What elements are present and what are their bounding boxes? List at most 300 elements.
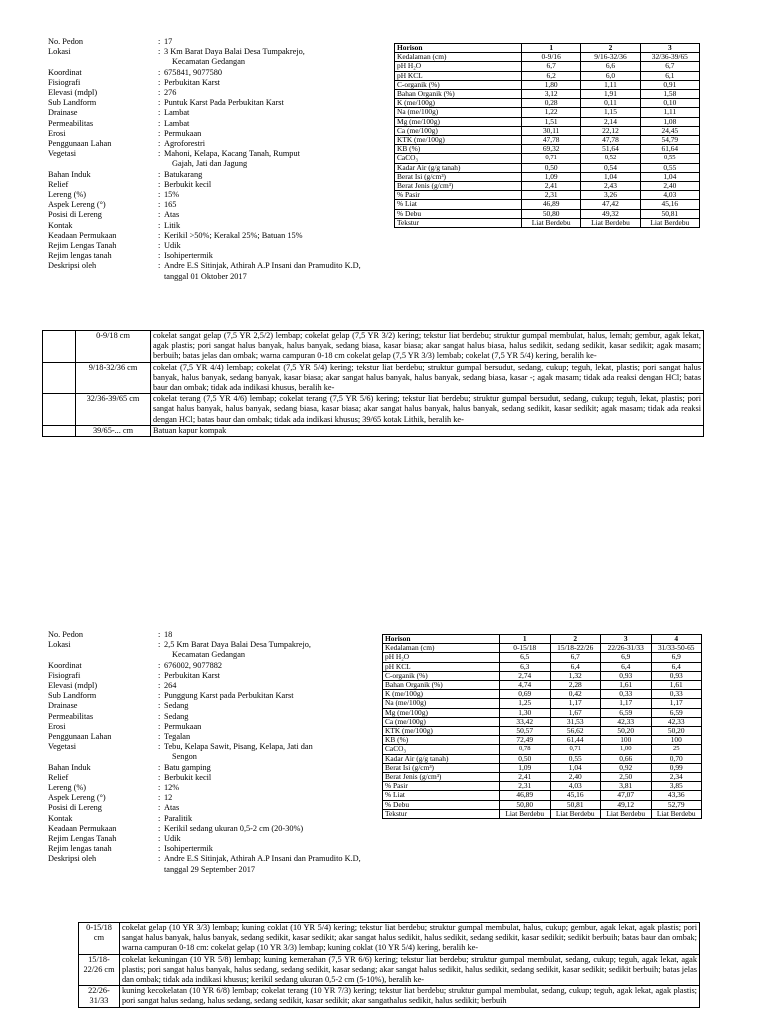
pedon-17-horizon-description (42, 330, 704, 437)
site-field-label: Kontak (48, 813, 73, 823)
horizon-number: 3 (640, 44, 699, 53)
site-field-text: 2,5 Km Barat Daya Balai Desa Tumpakrejo, (164, 640, 312, 650)
lab-value: 6,9 (601, 653, 652, 662)
lab-value: 52,79 (651, 800, 702, 809)
horizon-text: Batuan kapur kompak (151, 425, 704, 436)
lab-value: 2,41 (522, 182, 581, 191)
lab-property: Na (me/100g) (395, 108, 522, 117)
lab-value: 6,2 (522, 71, 581, 80)
site-field-label: Aspek Lereng (°) (48, 793, 106, 803)
colon: : (158, 200, 161, 210)
lab-row (383, 782, 702, 791)
lab-row (383, 699, 702, 708)
colon: : (158, 230, 161, 240)
lab-value: 50,57 (500, 727, 551, 736)
lab-row (383, 754, 702, 763)
lab-property: Berat Isi (g/cm³) (383, 763, 500, 772)
lab-row (383, 653, 702, 662)
site-field-text: 12% (164, 783, 180, 793)
site-field-text: Isohipertermik (164, 844, 213, 854)
lab-value: 1,61 (651, 681, 702, 690)
lab-value: 3,12 (522, 90, 581, 99)
lab-row (383, 800, 702, 809)
pedon-17-site-info (48, 37, 364, 282)
site-field-label: Permeabilitas (48, 118, 94, 128)
site-row (48, 732, 364, 742)
site-row (48, 170, 364, 180)
colon: : (158, 813, 161, 823)
horizon-spacer (43, 425, 76, 436)
site-row (48, 261, 364, 281)
site-field-label: No. Pedon (48, 630, 84, 639)
site-field-value (164, 763, 364, 773)
lab-property: pH KCL (395, 71, 522, 80)
lab-value: 3,85 (651, 782, 702, 791)
colon: : (158, 772, 161, 782)
site-row (48, 149, 364, 169)
lab-value: 6,4 (550, 662, 601, 671)
lab-value: 46,89 (500, 791, 551, 800)
lab-value: 6,9 (651, 653, 702, 662)
lab-row (383, 773, 702, 782)
site-field-label: No. Pedon (48, 37, 84, 46)
lab-value: 0,99 (651, 763, 702, 772)
lab-value: 2,28 (550, 681, 601, 690)
site-field-label: Lokasi (48, 640, 71, 650)
lab-value: 31/33-50-65 (651, 644, 702, 653)
horizon-number: 3 (601, 635, 652, 644)
site-field-label: Rejim Lengas Tanah (48, 834, 117, 844)
colon: : (158, 210, 161, 220)
lab-value: 47,78 (581, 136, 640, 145)
lab-value: 50,80 (522, 209, 581, 218)
colon: : (158, 179, 161, 189)
lab-row (383, 662, 702, 671)
lab-value: 0,93 (601, 671, 652, 680)
horizon-text: cokelat sangat gelap (7,5 YR 2,5/2) lembap; cokelat gelap (7,5 YR 3/2) kering; tekstur liat berdebu; struktur gumpal membulat, halus, lemah; gembur, agak lekat, agak plastis; pori sangat halus banyak, halus banyak, sedang biasa, kasar biasa; akar sangat halus biasa, halus sedikit, sedang sedikit, kasar sedikit; agak masam; berbuih; batas jelas dan ombak; warna campuran 0-18 cm cokelat gelap (7,5 YR 3/3) lembab; cokelat (7,5 YR 5/4) kering, beralih ke- (151, 331, 704, 363)
lab-value: 2,34 (651, 773, 702, 782)
site-field-label: Lereng (%) (48, 190, 87, 200)
site-row (48, 681, 364, 691)
colon: : (158, 783, 161, 793)
lab-property: Berat Isi (g/cm³) (395, 172, 522, 181)
site-row (48, 129, 364, 139)
lab-value: 0-15/18 (500, 644, 551, 653)
site-field-text: Paralitik (164, 813, 193, 823)
lab-value: 0,54 (581, 163, 640, 172)
site-field-label: Fisiografi (48, 670, 81, 680)
lab-value: 1,15 (581, 108, 640, 117)
site-row (48, 701, 364, 711)
site-row (48, 661, 364, 671)
lab-value: 1,04 (581, 172, 640, 181)
horizon-row (43, 394, 704, 426)
lab-value: 1,11 (640, 108, 699, 117)
horizon-number: 4 (651, 635, 702, 644)
site-field-continuation: Kecamatan Gedangan (172, 650, 246, 660)
site-field-label: Elevasi (mdpl) (48, 681, 98, 691)
colon: : (158, 844, 161, 854)
lab-value: 4,03 (640, 191, 699, 200)
lab-value: 2,31 (522, 191, 581, 200)
site-field-label: Lokasi (48, 47, 71, 57)
lab-value: 1,17 (550, 699, 601, 708)
lab-value: 0,69 (500, 690, 551, 699)
lab-value: 42,33 (601, 717, 652, 726)
lab-value: 1,32 (550, 671, 601, 680)
site-field-value (164, 691, 364, 701)
site-field-label: Relief (48, 179, 69, 189)
lab-property: Ca (me/100g) (383, 717, 500, 726)
site-field-label: Bahan Induk (48, 762, 91, 772)
site-field-value (164, 661, 364, 671)
site-field-value (164, 241, 364, 251)
lab-value: 0,28 (522, 99, 581, 108)
lab-value: 1,58 (640, 90, 699, 99)
site-field-text: Lambat (164, 108, 190, 118)
site-field-text: Puntuk Karst Pada Perbukitan Karst (164, 98, 284, 108)
site-row (48, 108, 364, 118)
site-field-text: 675841, 9077580 (164, 67, 223, 77)
site-field-value (164, 844, 364, 854)
site-row (48, 773, 364, 783)
colon: : (158, 118, 161, 128)
site-row (48, 691, 364, 701)
lab-row (383, 644, 702, 653)
site-row (48, 671, 364, 681)
site-field-text: Punggung Karst pada Perbukitan Karst (164, 691, 294, 701)
site-field-text: Udik (164, 834, 181, 844)
lab-value: 61,64 (640, 145, 699, 154)
site-field-label: Sub Landform (48, 691, 97, 701)
site-field-value (164, 732, 364, 742)
site-row (48, 722, 364, 732)
lab-value: 56,62 (550, 727, 601, 736)
colon: : (158, 854, 161, 864)
lab-value: 1,30 (500, 708, 551, 717)
site-field-text: Litik (164, 220, 181, 230)
lab-row (383, 809, 702, 818)
colon: : (158, 149, 161, 159)
lab-value: 1,17 (601, 699, 652, 708)
colon: : (158, 691, 161, 701)
site-field-label: Relief (48, 772, 69, 782)
site-field-value (164, 712, 364, 722)
horizon-text: cokelat kekuningan (10 YR 5/8) lembap; kuning kemerahan (7,5 YR 6/6) kering; tekstur liat berdebu; struktur gumpal membulat, sedang, cukup; teguh, agak lekat, agak plastis; pori sangat halus banyak, halus sedang, sedang sedikit, kasar sedang; akar sangat halus sedikit, halus sedikit, sedang sedikit, kasar sedikit; sedikit berbuih; batas jelas dan ombak; tidak ada indikasi khusus; kerikil sedang ukuran 0,5-2 cm (5-10%), beralih ke- (120, 954, 700, 986)
site-field-text: Berbukit kecil (164, 772, 212, 782)
colon: : (158, 762, 161, 772)
site-field-label: Vegetasi (48, 742, 77, 752)
lab-value: 6,0 (581, 71, 640, 80)
lab-value: 33,42 (500, 717, 551, 726)
colon: : (158, 128, 161, 138)
site-field-label: Erosi (48, 128, 66, 138)
lab-property: % Liat (395, 200, 522, 209)
site-field-text: Andre E.S Sitinjak, Athirah A.P Insani dan Pramudito K.D, tanggal 29 September 2017 (164, 854, 361, 874)
site-row (48, 814, 364, 824)
site-row (48, 793, 364, 803)
site-field-value (164, 190, 364, 200)
site-field-value (164, 783, 364, 793)
lab-value: 0,71 (550, 745, 601, 754)
lab-value: 0,55 (550, 754, 601, 763)
lab-value: 0,55 (640, 154, 699, 163)
lab-property: KTK (me/100g) (395, 136, 522, 145)
site-row (48, 712, 364, 722)
site-field-label: Aspek Lereng (°) (48, 200, 106, 210)
lab-value: 61,44 (550, 736, 601, 745)
lab-value: 3,26 (581, 191, 640, 200)
lab-property: CaCO₃ (383, 745, 500, 754)
lab-value: 0,50 (500, 754, 551, 763)
lab-value: Liat Berdebu (651, 809, 702, 818)
lab-value: 0,78 (500, 745, 551, 754)
site-row (48, 221, 364, 231)
lab-value: 0,71 (522, 154, 581, 163)
lab-value: 22,12 (581, 126, 640, 135)
site-field-value (164, 68, 364, 78)
lab-value: 0,42 (550, 690, 601, 699)
site-field-label: Permeabilitas (48, 711, 94, 721)
site-row (48, 37, 364, 47)
lab-value: 1,04 (550, 763, 601, 772)
site-field-label: Rejim lengas tanah (48, 844, 112, 854)
site-field-text: 3 Km Barat Daya Balai Desa Tumpakrejo, (164, 47, 305, 57)
lab-value: 0,93 (651, 671, 702, 680)
lab-value: 6,4 (651, 662, 702, 671)
site-field-label: Erosi (48, 721, 66, 731)
site-field-label: Rejim Lengas Tanah (48, 241, 117, 251)
pedon-18-horizon-description (78, 922, 700, 1008)
lab-value: 100 (651, 736, 702, 745)
site-field-text: 676002, 9077882 (164, 660, 223, 670)
lab-row (395, 218, 700, 227)
horizon-row (79, 923, 700, 955)
colon: : (158, 701, 161, 711)
site-row (48, 834, 364, 844)
site-field-text: Perbukitan Karst (164, 670, 220, 680)
lab-property: KB (%) (383, 736, 500, 745)
site-field-label: Lereng (%) (48, 783, 87, 793)
colon: : (158, 742, 161, 752)
lab-value: 1,61 (601, 681, 652, 690)
site-field-text: Agroforestri (164, 139, 206, 149)
site-field-text: Batukarang (164, 169, 203, 179)
horizon-text: cokelat (7,5 YR 4/4) lembap; cokelat (7,5 YR 5/4) kering; tekstur liat berdebu; struktur gumpal bersudut, sedang, cukup; teguh, lekat, plastis; pori sangat halus banyak, halus banyak, sedang banyak, kasar biasa; akar sangat halus banyak, halus banyak, sedang biasa, kasar -; agak masam; tidak ada reaksi dengan HCl; batas baur dan ombak; tidak ada indikasi khusus, beralih ke- (151, 362, 704, 394)
site-row (48, 68, 364, 78)
lab-row (383, 681, 702, 690)
lab-value: Liat Berdebu (550, 809, 601, 818)
lab-value: 1,09 (500, 763, 551, 772)
site-field-value (164, 119, 364, 129)
colon: : (158, 803, 161, 813)
lab-value: 1,08 (640, 117, 699, 126)
site-field-value (164, 671, 364, 681)
lab-value: 1,25 (500, 699, 551, 708)
colon: : (158, 640, 161, 650)
lab-property: Na (me/100g) (383, 699, 500, 708)
lab-property: Berat Jenis (g/cm³) (383, 773, 500, 782)
lab-value: 2,50 (601, 773, 652, 782)
site-field-value (164, 854, 364, 874)
site-field-value (164, 793, 364, 803)
lab-value: 6,6 (581, 62, 640, 71)
lab-value: 0,92 (601, 763, 652, 772)
lab-row (395, 108, 700, 117)
lab-value: 51,64 (581, 145, 640, 154)
site-field-continuation: Sengon (172, 752, 197, 762)
lab-row (395, 200, 700, 209)
lab-row (383, 727, 702, 736)
site-field-text: Atas (164, 803, 180, 813)
site-field-continuation: Kecamatan Gedangan (172, 57, 246, 67)
site-field-label: Penggunaan Lahan (48, 139, 112, 149)
site-field-label: Bahan Induk (48, 169, 91, 179)
site-field-value (164, 640, 364, 660)
colon: : (158, 261, 161, 271)
site-row (48, 251, 364, 261)
horizon-row (79, 986, 700, 1007)
site-row (48, 190, 364, 200)
site-field-text: Permukaan (164, 721, 202, 731)
lab-value: Liat Berdebu (601, 809, 652, 818)
lab-property: Tekstur (395, 218, 522, 227)
lab-property: Kadar Air (g/g tanah) (383, 754, 500, 763)
horizon-depth: 0-15/18 cm (79, 923, 120, 955)
site-row (48, 78, 364, 88)
site-row (48, 844, 364, 854)
horizon-number: 1 (522, 44, 581, 53)
site-row (48, 742, 364, 762)
site-field-value (164, 630, 364, 640)
site-field-text: 12 (164, 793, 173, 803)
lab-value: 45,16 (550, 791, 601, 800)
lab-value: 1,22 (522, 108, 581, 117)
horizon-text: cokelat terang (7,5 YR 4/6) lembap; cokelat terang (7,5 YR 5/6) kering; tekstur liat berdebu; struktur gumpal bersudut, sedang, cukup; teguh, lekat, plastis; pori sangat halus banyak, halus banyak, sedang biasa, kasar biasa; akar sangat halus banyak, halus banyak, sedang sedikit, kasar sedikit; agak masam; tidak ada reaksi dengan HCl; batas baur dan ombak; tidak ada indikasi khusus; 39/65 kotak Lithik, beralih ke- (151, 394, 704, 426)
lab-value: 24,45 (640, 126, 699, 135)
horizon-row (79, 954, 700, 986)
lab-value: 0,10 (640, 99, 699, 108)
site-field-value (164, 210, 364, 220)
site-field-value (164, 701, 364, 711)
lab-value: 100 (601, 736, 652, 745)
site-field-value (164, 814, 364, 824)
lab-value: 4,03 (550, 782, 601, 791)
lab-value: 69,32 (522, 145, 581, 154)
site-field-text: Kerikil >50%; Kerakal 25%; Batuan 15% (164, 230, 303, 240)
lab-property: % Pasir (383, 782, 500, 791)
site-field-value (164, 742, 364, 762)
site-field-text: Sedang (164, 701, 189, 711)
horizon-number: 2 (581, 44, 640, 53)
lab-row (395, 154, 700, 163)
site-field-text: Perbukitan Karst (164, 77, 220, 87)
lab-value: Liat Berdebu (522, 218, 581, 227)
lab-row (395, 62, 700, 71)
site-field-label: Drainase (48, 701, 78, 711)
site-field-value (164, 773, 364, 783)
lab-property: C-organik (%) (383, 671, 500, 680)
lab-property: Mg (me/100g) (383, 708, 500, 717)
horizon-depth: 15/18-22/26 cm (79, 954, 120, 986)
site-field-value (164, 139, 364, 149)
site-field-value (164, 98, 364, 108)
site-field-value (164, 108, 364, 118)
lab-value: 4,74 (500, 681, 551, 690)
site-row (48, 763, 364, 773)
site-field-text: 17 (164, 37, 173, 46)
site-field-text: Tegalan (164, 732, 191, 742)
lab-value: 0,33 (651, 690, 702, 699)
horizon-text: kuning kecokelatan (10 YR 6/8) lembap; cokelat terang (10 YR 7/3) kering; tekstur liat berdebu; struktur gumpal membulat, sedang, cukup; teguh, agak lekat, agak plastis; pori sangat halus sedang, halus sedang, sedang sedikit, kasar sedikit; akar sangathalus sedikit, halus sedikit; berbuih (120, 986, 700, 1007)
lab-value: Liat Berdebu (640, 218, 699, 227)
horizon-spacer (43, 362, 76, 394)
lab-property: K (me/100g) (383, 690, 500, 699)
site-field-value (164, 261, 364, 281)
site-field-text: Kerikil sedang ukuran 0,5-2 cm (20-30%) (164, 823, 304, 833)
lab-property: KTK (me/100g) (383, 727, 500, 736)
site-field-text: Batu gamping (164, 762, 211, 772)
site-field-label: Rejim lengas tanah (48, 251, 112, 261)
site-field-text: 15% (164, 190, 180, 200)
lab-value: 2,74 (500, 671, 551, 680)
horison-header: Horison (383, 635, 500, 644)
lab-value: 31,53 (550, 717, 601, 726)
colon: : (158, 711, 161, 721)
site-row (48, 630, 364, 640)
lab-value: 9/16-32/36 (581, 53, 640, 62)
site-field-label: Fisiografi (48, 77, 81, 87)
site-field-text: 165 (164, 200, 177, 210)
site-field-value (164, 180, 364, 190)
colon: : (158, 660, 161, 670)
lab-value: 2,31 (500, 782, 551, 791)
lab-value: 1,67 (550, 708, 601, 717)
site-row (48, 98, 364, 108)
lab-value: Liat Berdebu (500, 809, 551, 818)
site-row (48, 180, 364, 190)
site-field-label: Elevasi (mdpl) (48, 88, 98, 98)
lab-value: 2,14 (581, 117, 640, 126)
site-row (48, 200, 364, 210)
site-field-value (164, 834, 364, 844)
site-field-text: Andre E.S Sitinjak, Athirah A.P Insani dan Pramudito K.D, tanggal 01 Oktober 2017 (164, 261, 361, 281)
lab-value: 0,66 (601, 754, 652, 763)
lab-value: 2,40 (640, 182, 699, 191)
lab-property: Kedalaman (cm) (395, 53, 522, 62)
lab-property: % Debu (383, 800, 500, 809)
lab-value: 0,50 (522, 163, 581, 172)
lab-value: 0,70 (651, 754, 702, 763)
lab-value: 6,3 (500, 662, 551, 671)
horizon-row (43, 425, 704, 436)
lab-property: Kedalaman (cm) (383, 644, 500, 653)
lab-value: 15/18-22/26 (550, 644, 601, 653)
colon: : (158, 220, 161, 230)
lab-property: pH H₂O (395, 62, 522, 71)
lab-row (383, 708, 702, 717)
site-field-text: Udik (164, 241, 181, 251)
site-field-text: Permukaan (164, 128, 202, 138)
site-field-label: Kontak (48, 220, 73, 230)
colon: : (158, 37, 161, 46)
lab-value: 1,17 (651, 699, 702, 708)
site-field-text: Tebu, Kelapa Sawit, Pisang, Kelapa, Jati dan (164, 742, 313, 752)
site-field-text: Isohipertermik (164, 251, 213, 261)
lab-value: 2,40 (550, 773, 601, 782)
site-field-value (164, 681, 364, 691)
lab-property: % Pasir (395, 191, 522, 200)
